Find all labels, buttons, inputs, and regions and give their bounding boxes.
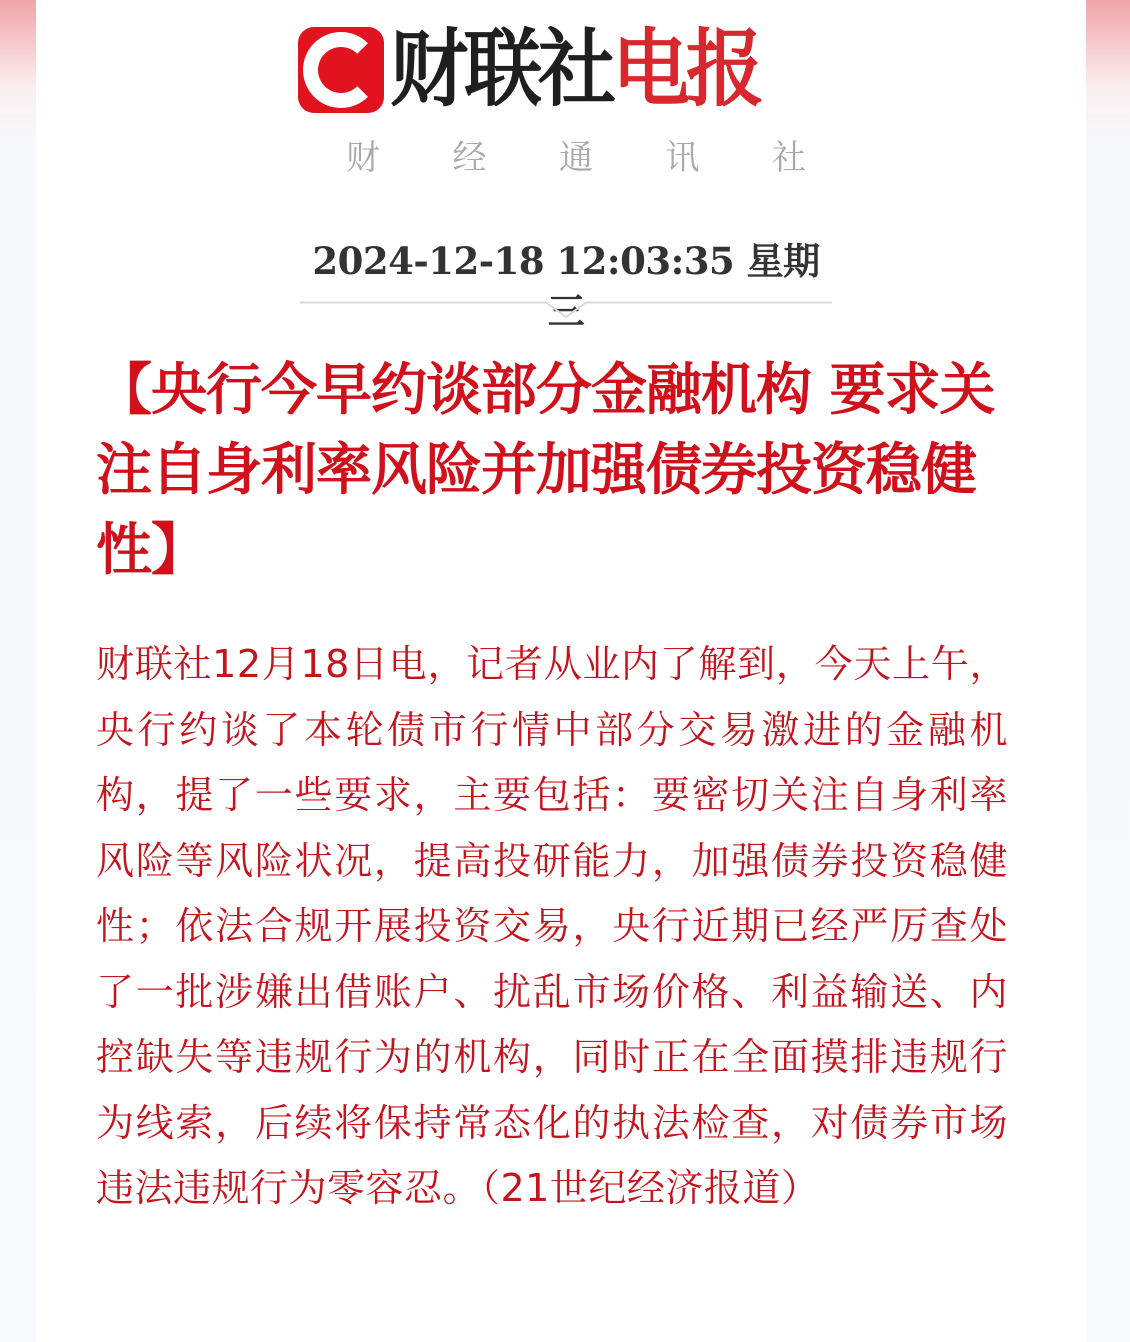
brand-logo [298, 21, 761, 119]
logo-c-icon [298, 27, 384, 113]
logo-c-glyph [303, 32, 379, 108]
article-headline: 【央行今早约谈部分金融机构 要求关注自身利率风险并加强债券投资稳健性】 [96, 357, 995, 583]
tagline-char: 讯 [665, 138, 700, 178]
tagline-char: 社 [772, 138, 806, 178]
right-edge-strip [1086, 0, 1130, 1342]
brand-tagline [346, 136, 806, 180]
tagline-char: 通 [559, 138, 593, 178]
brand-product: 电报 [612, 21, 761, 119]
tagline-char: 经 [452, 138, 487, 178]
datetime-divider [300, 301, 832, 321]
article-body: 财联社12月18日电，记者从业内了解到，今天上午，央行约谈了本轮债市行情中部分交易激进的金融机构，提了一些要求，主要包括：要密切关注自身利率风险等风险状况，提高投研能力，加强债券投资稳健性；依法合规开展投资交易，央行近期已经严厉查处了一批涉嫌出借账户、扰乱市场价格、利益输送、内控缺失等违规行为的机构，同时正在全面摸排违规行为线索，后续将保持常态化的执法检查，对债券市场违法违规行为零容忍。（21世纪经济报道） [96, 642, 1008, 1210]
brand-name: 财联社 [390, 21, 613, 119]
publish-datetime: 2024-12-18 12:03:35 星期三 [312, 239, 820, 333]
left-edge-strip [0, 0, 36, 1342]
tagline-char: 财 [346, 138, 380, 178]
